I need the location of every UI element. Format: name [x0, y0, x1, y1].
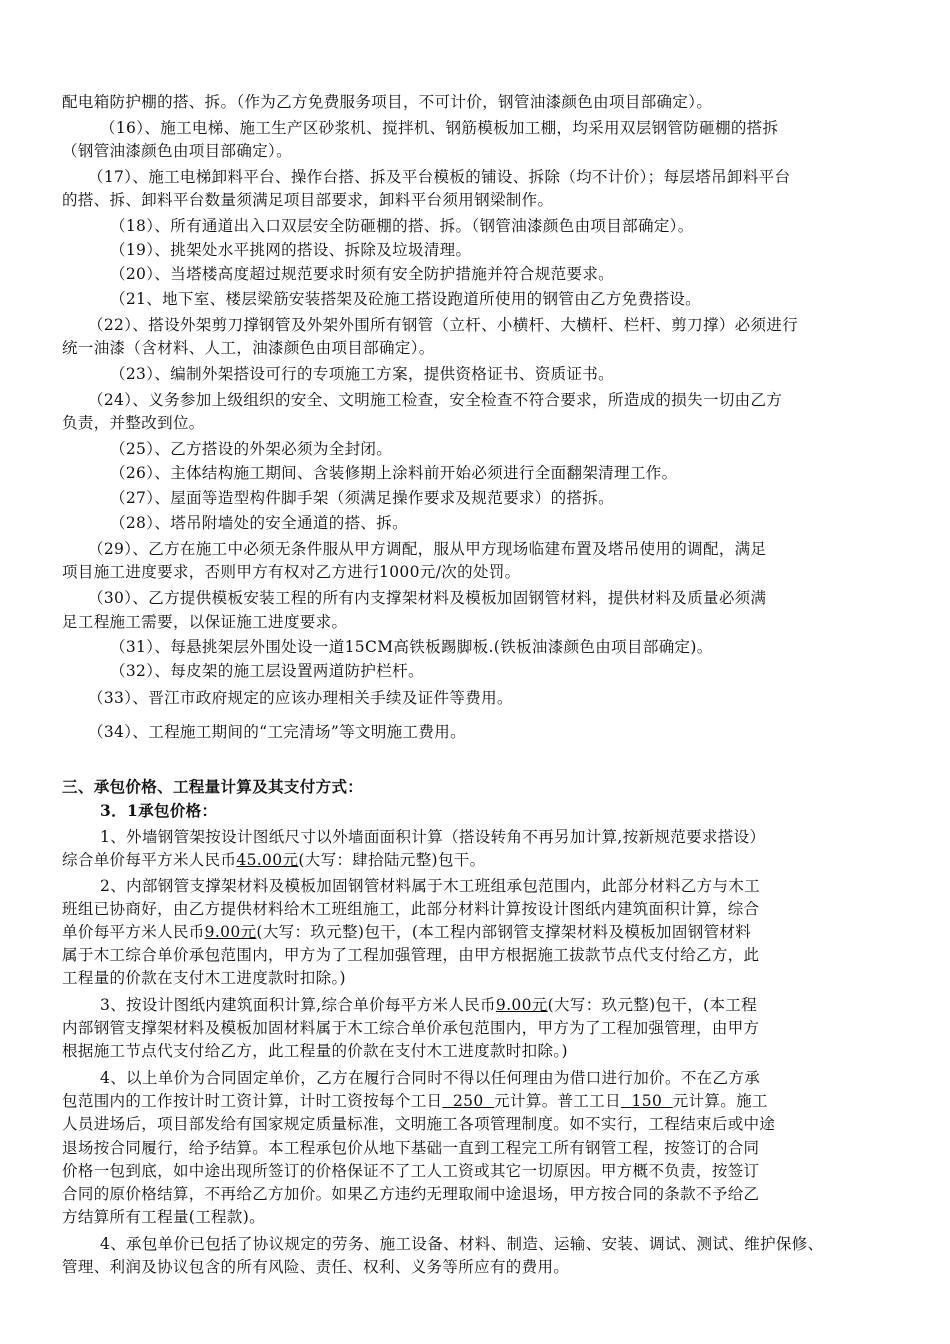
unit-price: 9.00元	[495, 996, 548, 1014]
paragraph-line: 方结算所有工程量(工程款)。	[62, 1208, 265, 1226]
paragraph-line: 合同的原价格结算，不再给乙方加价。如果乙方违约无理取闹中途退场，甲方按合同的条款不予给乙	[62, 1185, 760, 1203]
clause-25: （25）、乙方搭设的外架必须为全封闭。	[110, 440, 393, 458]
clause-16: （16）、施工电梯、施工生产区砂浆机、搅拌机、钢筋模板加工棚，均采用双层钢管防砸棚的搭拆	[100, 119, 779, 137]
clause-22: （22）、搭设外架剪刀撑钢管及外架外围所有钢管（立杆、小横杆、大横杆、栏杆、剪刀撑）必须进行	[88, 316, 799, 334]
clause-19: （19）、挑架处水平挑网的搭设、拆除及垃圾清理。	[110, 241, 472, 259]
paragraph-line	[62, 1091, 904, 1111]
text-span: 元计算。普工工日	[494, 1092, 621, 1110]
text-span: (大写：肆拾陆元整)包干。	[298, 851, 486, 869]
text-line: 的搭、拆、卸料平台数量须满足项目部要求，卸料平台须用钢梁制作。	[62, 191, 554, 209]
unit-price: 9.00元	[204, 923, 257, 941]
clause-34: （34）、工程施工期间的“工完清场”等文明施工费用。	[88, 723, 466, 741]
day-rate: 250	[442, 1092, 495, 1110]
paragraph-line: 工程量的价款在支付木工进度款时扣除。)	[62, 969, 346, 987]
text-line: 项目施工进度要求，否则甲方有权对乙方进行1000元/次的处罚。	[62, 563, 521, 581]
text-line: 配电箱防护棚的搭、拆。（作为乙方免费服务项目，不可计价，钢管油漆颜色由项目部确定）。	[62, 93, 713, 111]
text-line: （钢管油漆颜色由项目部确定）。	[62, 142, 293, 160]
text-span: 单价每平方米人民币	[62, 923, 205, 941]
text-span: (大写：玖元整)包干，(本工程	[547, 996, 758, 1014]
paragraph-line: 根据施工节点代支付给乙方，此工程量的价款在支付木工进度款时扣除。)	[62, 1042, 568, 1060]
clause-27: （27）、屋面等造型构件脚手架（须满足操作要求及规范要求）的搭拆。	[110, 489, 615, 507]
clause-20: （20）、当塔楼高度超过规范要求时须有安全防护措施并符合规范要求。	[110, 265, 615, 283]
paragraph-line	[62, 850, 904, 870]
clause-28: （28）、塔吊附墙处的安全通道的搭、拆。	[110, 514, 408, 532]
paragraph-line: 4、以上单价为合同固定单价，乙方在履行合同时不得以任何理由为借口进行加价。不在乙方承	[100, 1069, 761, 1087]
clause-21: （21、地下室、楼层梁筋安装搭架及砼施工搭设跑道所使用的钢管由乙方免费搭设。	[110, 290, 702, 308]
paragraph-line	[100, 995, 904, 1015]
clause-24: （24）、义务参加上级组织的安全、文明施工检查，安全检查不符合要求，所造成的损失一切由乙方	[88, 391, 783, 409]
clause-33: （33）、晋江市政府规定的应该办理相关手续及证件等费用。	[88, 689, 513, 707]
paragraph-line: 管理、利润及协议包含的所有风险、责任、权利、义务等所应有的费用。	[62, 1258, 570, 1276]
paragraph-line: 4、承包单价已包括了协议规定的劳务、施工设备、材料、制造、运输、安装、调试、测试、维护保修、	[100, 1235, 824, 1253]
text-span: 综合单价每平方米人民币	[62, 851, 237, 869]
text-line: 足工程施工需要，以保证施工进度要求。	[62, 613, 348, 631]
clause-26: （26）、主体结构施工期间、含装修期上涂料前开始必须进行全面翻架清理工作。	[110, 464, 678, 482]
paragraph-line: 属于木工综合单价承包范围内，甲方为了工程加强管理，由甲方根据施工拔款节点代支付给乙方，此	[62, 946, 760, 964]
clause-18: （18）、所有通道出入口双层安全防砸棚的搭、拆。（钢管油漆颜色由项目部确定）。	[110, 217, 694, 235]
clause-30: （30）、乙方提供模板安装工程的所有内支撑架材料及模板加固钢管材料，提供材料及质量必须满	[88, 589, 767, 607]
paragraph-line: 1、外墙钢管架按设计图纸尺寸以外墙面面积计算（搭设转角不再另加计算,按新规范要求搭设）	[100, 828, 766, 846]
paragraph-line: 人员进场后，项目部发给有国家规定质量标准，文明施工各项管理制度。如不实行，工程结束后或中途	[62, 1115, 776, 1133]
paragraph-line: 2、内部钢管支撑架材料及模板加固钢管材料属于木工班组承包范围内，此部分材料乙方与木工	[100, 877, 761, 895]
text-span: 元计算。施工	[672, 1092, 768, 1110]
section-title: 三、承包价格、工程量计算及其支付方式：	[62, 777, 364, 796]
section-subtitle: 3．1承包价格：	[100, 801, 218, 820]
paragraph-line: 价格一包到底，如中途出现所签订的价格保证不了工人工资或其它一切原因。甲方概不负责，按签订	[62, 1162, 760, 1180]
text-line: 统一油漆（含材料、人工，油漆颜色由项目部确定）。	[62, 339, 435, 357]
text-span: (大写：玖元整)包干，(本工程内部钢管支撑架材料及模板加固钢管材料	[256, 923, 752, 941]
clause-29: （29）、乙方在施工中必须无条件服从甲方调配，服从甲方现场临建布置及塔吊使用的调配，满足	[88, 540, 767, 558]
clause-32: （32）、每皮架的施工层设置两道防护栏杆。	[110, 662, 424, 680]
clause-17: （17）、施工电梯卸料平台、操作台搭、拆及平台模板的铺设、拆除（均不计价）；每层塔吊卸料平台	[88, 168, 791, 186]
text-line: 负责，并整改到位。	[62, 414, 205, 432]
clause-23: （23）、编制外架搭设可行的专项施工方案，提供资格证书、资质证书。	[110, 365, 615, 383]
text-span: 包范围内的工作按计时工资计算，计时工资按每个工日	[62, 1092, 443, 1110]
paragraph-line	[62, 922, 904, 942]
day-rate: 150	[620, 1092, 673, 1110]
paragraph-line: 内部钢管支撑架材料及模板加固材料属于木工综合单价承包范围内，甲方为了工程加强管理，由甲方	[62, 1019, 760, 1037]
paragraph-line: 班组已协商好，由乙方提供材料给木工班组施工，此部分材料计算按设计图纸内建筑面积计算，综合	[62, 900, 760, 918]
text-span: 3、按设计图纸内建筑面积计算,综合单价每平方米人民币	[100, 996, 496, 1014]
unit-price: 45.00元	[236, 851, 299, 869]
clause-31: （31）、每悬挑架层外围处设一道15CM高铁板踢脚板.(铁板油漆颜色由项目部确定)。	[110, 638, 713, 656]
paragraph-line: 退场按合同履行，给予结算。本工程承包价从地下基础一直到工程完工所有钢管工程，按签订的合同	[62, 1139, 760, 1157]
